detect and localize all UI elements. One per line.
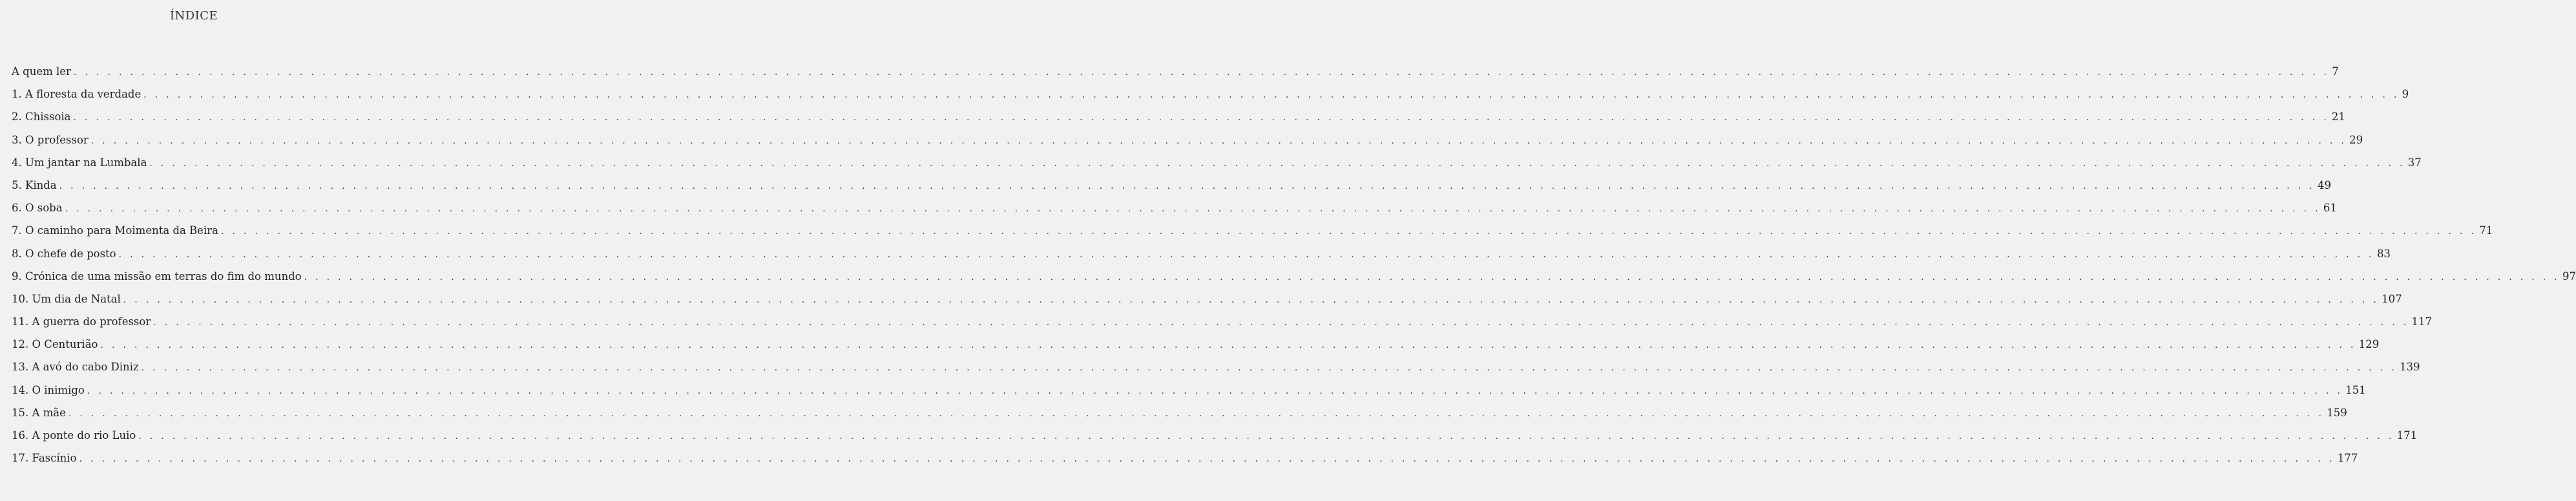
toc-entry-page-number: 117 [2411, 315, 2433, 328]
toc-entry[interactable] [12, 60, 2339, 83]
toc-entry-title: 14. O inimigo [12, 379, 87, 401]
toc-entry-page-number: 83 [2376, 247, 2391, 260]
toc-entry[interactable] [12, 356, 2420, 378]
dot-leader: . . . . . . . . . . . . . . . . . . . . . . . . . . . . . . . . . . . . . . . . . . . . . . . . . . . . . . . . . . . . . . . . . . . . . . . . . . . . . . . . . . . . . . . . . . . . . . . . . . . . . . . . . . . . . . . . . . . . . . . . . . . . . . . . . . . . . . . . . . . . . . . . . . . . . . . . . . . . . . . . . . . . . . . . . . . . . . . . . . . . . . . . . . . . . . . . . . . . . . . . [73, 112, 2329, 123]
toc-entry-page-number: 71 [2479, 224, 2493, 237]
toc-entry-page-number: 151 [2345, 383, 2366, 396]
toc-entry[interactable] [12, 151, 2422, 174]
toc-entry-title: 12. O Centurião [12, 333, 100, 356]
toc-entry-page-number: 49 [2317, 178, 2331, 191]
dot-leader: . . . . . . . . . . . . . . . . . . . . . . . . . . . . . . . . . . . . . . . . . . . . . . . . . . . . . . . . . . . . . . . . . . . . . . . . . . . . . . . . . . . . . . . . . . . . . . . . . . . . . . . . . . . . . . . . . . . . . . . . . . . . . . . . . . . . . . . . . . . . . . . . . . . . . . . . . . . . . . . . . . . . . . . . . . . . . . . . . . . . . . . . . . . . . . . . . . . . . . . . [123, 294, 2380, 305]
toc-entry[interactable] [12, 333, 2380, 356]
page-title: ÍNDICE [169, 9, 218, 23]
dot-leader: . . . . . . . . . . . . . . . . . . . . . . . . . . . . . . . . . . . . . . . . . . . . . . . . . . . . . . . . . . . . . . . . . . . . . . . . . . . . . . . . . . . . . . . . . . . . . . . . . . . . . . . . . . . . . . . . . . . . . . . . . . . . . . . . . . . . . . . . . . . . . . . . . . . . . . . . . . . . . . . . . . . . . . . . . . . . . . . . . . . . . . . . . . . . . . . . . . . . . . . . [65, 204, 2321, 215]
dot-leader: . . . . . . . . . . . . . . . . . . . . . . . . . . . . . . . . . . . . . . . . . . . . . . . . . . . . . . . . . . . . . . . . . . . . . . . . . . . . . . . . . . . . . . . . . . . . . . . . . . . . . . . . . . . . . . . . . . . . . . . . . . . . . . . . . . . . . . . . . . . . . . . . . . . . . . . . . . . . . . . . . . . . . . . . . . . . . . . . . . . . . . . . . . . . . . . . . . . . . . . . [90, 135, 2347, 146]
dot-leader: . . . . . . . . . . . . . . . . . . . . . . . . . . . . . . . . . . . . . . . . . . . . . . . . . . . . . . . . . . . . . . . . . . . . . . . . . . . . . . . . . . . . . . . . . . . . . . . . . . . . . . . . . . . . . . . . . . . . . . . . . . . . . . . . . . . . . . . . . . . . . . . . . . . . . . . . . . . . . . . . . . . . . . . . . . . . . . . . . . . . . . . . . . . . . . . . . . . . . . . . [138, 431, 2394, 442]
dot-leader: . . . . . . . . . . . . . . . . . . . . . . . . . . . . . . . . . . . . . . . . . . . . . . . . . . . . . . . . . . . . . . . . . . . . . . . . . . . . . . . . . . . . . . . . . . . . . . . . . . . . . . . . . . . . . . . . . . . . . . . . . . . . . . . . . . . . . . . . . . . . . . . . . . . . . . . . . . . . . . . . . . . . . . . . . . . . . . . . . . . . . . . . . . . . . . . . . . . . . . . . [59, 180, 2315, 191]
dot-leader: . . . . . . . . . . . . . . . . . . . . . . . . . . . . . . . . . . . . . . . . . . . . . . . . . . . . . . . . . . . . . . . . . . . . . . . . . . . . . . . . . . . . . . . . . . . . . . . . . . . . . . . . . . . . . . . . . . . . . . . . . . . . . . . . . . . . . . . . . . . . . . . . . . . . . . . . . . . . . . . . . . . . . . . . . . . . . . . . . . . . . . . . . . . . . . . . . . . . . . . . [143, 90, 2400, 101]
toc-entry-page-number: 159 [2327, 406, 2347, 419]
toc-entry-page-number: 177 [2337, 452, 2358, 465]
toc-entry-page-number: 107 [2382, 292, 2402, 305]
toc-entry-title: 16. A ponte do rio Luio [12, 424, 138, 447]
toc-entry-page-number: 37 [2407, 156, 2422, 169]
toc-entry-title: A quem ler [12, 60, 74, 83]
toc-entry[interactable] [12, 401, 2347, 424]
dot-leader: . . . . . . . . . . . . . . . . . . . . . . . . . . . . . . . . . . . . . . . . . . . . . . . . . . . . . . . . . . . . . . . . . . . . . . . . . . . . . . . . . . . . . . . . . . . . . . . . . . . . . . . . . . . . . . . . . . . . . . . . . . . . . . . . . . . . . . . . . . . . . . . . . . . . . . . . . . . . . . . . . . . . . . . . . . . . . . . . . . . . . . . . . . . . . . . . . . . . . . . . [304, 272, 2560, 282]
dot-leader: . . . . . . . . . . . . . . . . . . . . . . . . . . . . . . . . . . . . . . . . . . . . . . . . . . . . . . . . . . . . . . . . . . . . . . . . . . . . . . . . . . . . . . . . . . . . . . . . . . . . . . . . . . . . . . . . . . . . . . . . . . . . . . . . . . . . . . . . . . . . . . . . . . . . . . . . . . . . . . . . . . . . . . . . . . . . . . . . . . . . . . . . . . . . . . . . . . . . . . . . [141, 363, 2397, 374]
toc-entry-title: 2. Chissoia [12, 105, 74, 128]
toc-entry[interactable] [12, 219, 2493, 242]
dot-leader: . . . . . . . . . . . . . . . . . . . . . . . . . . . . . . . . . . . . . . . . . . . . . . . . . . . . . . . . . . . . . . . . . . . . . . . . . . . . . . . . . . . . . . . . . . . . . . . . . . . . . . . . . . . . . . . . . . . . . . . . . . . . . . . . . . . . . . . . . . . . . . . . . . . . . . . . . . . . . . . . . . . . . . . . . . . . . . . . . . . . . . . . . . . . . . . . . . . . . . . . [87, 385, 2343, 396]
toc-entry[interactable] [12, 174, 2331, 197]
toc-entry-title: 7. O caminho para Moimenta da Beira [12, 219, 221, 242]
toc-entry[interactable] [12, 242, 2391, 265]
toc-entry-title: 9. Crónica de uma missão em terras do fim do mundo [12, 265, 304, 288]
dot-leader: . . . . . . . . . . . . . . . . . . . . . . . . . . . . . . . . . . . . . . . . . . . . . . . . . . . . . . . . . . . . . . . . . . . . . . . . . . . . . . . . . . . . . . . . . . . . . . . . . . . . . . . . . . . . . . . . . . . . . . . . . . . . . . . . . . . . . . . . . . . . . . . . . . . . . . . . . . . . . . . . . . . . . . . . . . . . . . . . . . . . . . . . . . . . . . . . . . . . . . . . [100, 340, 2356, 351]
toc-entry-page-number: 171 [2396, 429, 2418, 442]
toc-entry-title: 1. A floresta da verdade [12, 83, 143, 105]
toc-entry[interactable] [12, 265, 2576, 288]
toc-entry-title: 15. A mãe [12, 401, 68, 424]
toc-entry-title: 3. O professor [12, 129, 91, 151]
toc-entry-page-number: 29 [2349, 133, 2363, 146]
toc-entry[interactable] [12, 424, 2418, 447]
toc-entry[interactable] [12, 197, 2337, 219]
toc-entry[interactable] [12, 447, 2358, 469]
toc-entry-title: 13. A avó do cabo Diniz [12, 356, 141, 378]
toc-entry-page-number: 7 [2332, 65, 2339, 78]
toc-entry[interactable] [12, 105, 2345, 128]
toc-entry-page-number: 139 [2399, 361, 2420, 374]
dot-leader: . . . . . . . . . . . . . . . . . . . . . . . . . . . . . . . . . . . . . . . . . . . . . . . . . . . . . . . . . . . . . . . . . . . . . . . . . . . . . . . . . . . . . . . . . . . . . . . . . . . . . . . . . . . . . . . . . . . . . . . . . . . . . . . . . . . . . . . . . . . . . . . . . . . . . . . . . . . . . . . . . . . . . . . . . . . . . . . . . . . . . . . . . . . . . . . . . . . . . . . . [68, 408, 2325, 419]
toc-entry-page-number: 129 [2358, 338, 2380, 351]
dot-leader: . . . . . . . . . . . . . . . . . . . . . . . . . . . . . . . . . . . . . . . . . . . . . . . . . . . . . . . . . . . . . . . . . . . . . . . . . . . . . . . . . . . . . . . . . . . . . . . . . . . . . . . . . . . . . . . . . . . . . . . . . . . . . . . . . . . . . . . . . . . . . . . . . . . . . . . . . . . . . . . . . . . . . . . . . . . . . . . . . . . . . . . . . . . . . . . . . . . . . . . . [73, 67, 2330, 78]
toc-entry-page-number: 97 [2562, 270, 2576, 282]
toc-entry-title: 5. Kinda [12, 174, 59, 197]
toc-entry[interactable] [12, 83, 2409, 105]
toc-entry-title: 10. Um dia de Natal [12, 288, 123, 310]
toc-entry[interactable] [12, 310, 2433, 333]
toc-entry-page-number: 61 [2323, 202, 2337, 215]
toc-entry-title: 4. Um jantar na Lumbala [12, 151, 149, 174]
dot-leader: . . . . . . . . . . . . . . . . . . . . . . . . . . . . . . . . . . . . . . . . . . . . . . . . . . . . . . . . . . . . . . . . . . . . . . . . . . . . . . . . . . . . . . . . . . . . . . . . . . . . . . . . . . . . . . . . . . . . . . . . . . . . . . . . . . . . . . . . . . . . . . . . . . . . . . . . . . . . . . . . . . . . . . . . . . . . . . . . . . . . . . . . . . . . . . . . . . . . . . . . [220, 226, 2477, 237]
table-of-contents [12, 60, 2576, 469]
toc-entry-title: 11. A guerra do professor [12, 310, 153, 333]
toc-entry-title: 17. Fascínio [12, 447, 79, 469]
toc-entry-title: 8. O chefe de posto [12, 242, 119, 265]
toc-entry-page-number: 9 [2402, 88, 2409, 101]
toc-entry[interactable] [12, 129, 2363, 151]
toc-entry[interactable] [12, 288, 2402, 310]
toc-entry-page-number: 21 [2331, 111, 2345, 123]
dot-leader: . . . . . . . . . . . . . . . . . . . . . . . . . . . . . . . . . . . . . . . . . . . . . . . . . . . . . . . . . . . . . . . . . . . . . . . . . . . . . . . . . . . . . . . . . . . . . . . . . . . . . . . . . . . . . . . . . . . . . . . . . . . . . . . . . . . . . . . . . . . . . . . . . . . . . . . . . . . . . . . . . . . . . . . . . . . . . . . . . . . . . . . . . . . . . . . . . . . . . . . . [118, 249, 2374, 260]
toc-entry[interactable] [12, 379, 2366, 401]
toc-entry-title: 6. O soba [12, 197, 65, 219]
dot-leader: . . . . . . . . . . . . . . . . . . . . . . . . . . . . . . . . . . . . . . . . . . . . . . . . . . . . . . . . . . . . . . . . . . . . . . . . . . . . . . . . . . . . . . . . . . . . . . . . . . . . . . . . . . . . . . . . . . . . . . . . . . . . . . . . . . . . . . . . . . . . . . . . . . . . . . . . . . . . . . . . . . . . . . . . . . . . . . . . . . . . . . . . . . . . . . . . . . . . . . . . [79, 454, 2335, 465]
dot-leader: . . . . . . . . . . . . . . . . . . . . . . . . . . . . . . . . . . . . . . . . . . . . . . . . . . . . . . . . . . . . . . . . . . . . . . . . . . . . . . . . . . . . . . . . . . . . . . . . . . . . . . . . . . . . . . . . . . . . . . . . . . . . . . . . . . . . . . . . . . . . . . . . . . . . . . . . . . . . . . . . . . . . . . . . . . . . . . . . . . . . . . . . . . . . . . . . . . . . . . . . [149, 158, 2405, 169]
dot-leader: . . . . . . . . . . . . . . . . . . . . . . . . . . . . . . . . . . . . . . . . . . . . . . . . . . . . . . . . . . . . . . . . . . . . . . . . . . . . . . . . . . . . . . . . . . . . . . . . . . . . . . . . . . . . . . . . . . . . . . . . . . . . . . . . . . . . . . . . . . . . . . . . . . . . . . . . . . . . . . . . . . . . . . . . . . . . . . . . . . . . . . . . . . . . . . . . . . . . . . . . [153, 317, 2409, 328]
